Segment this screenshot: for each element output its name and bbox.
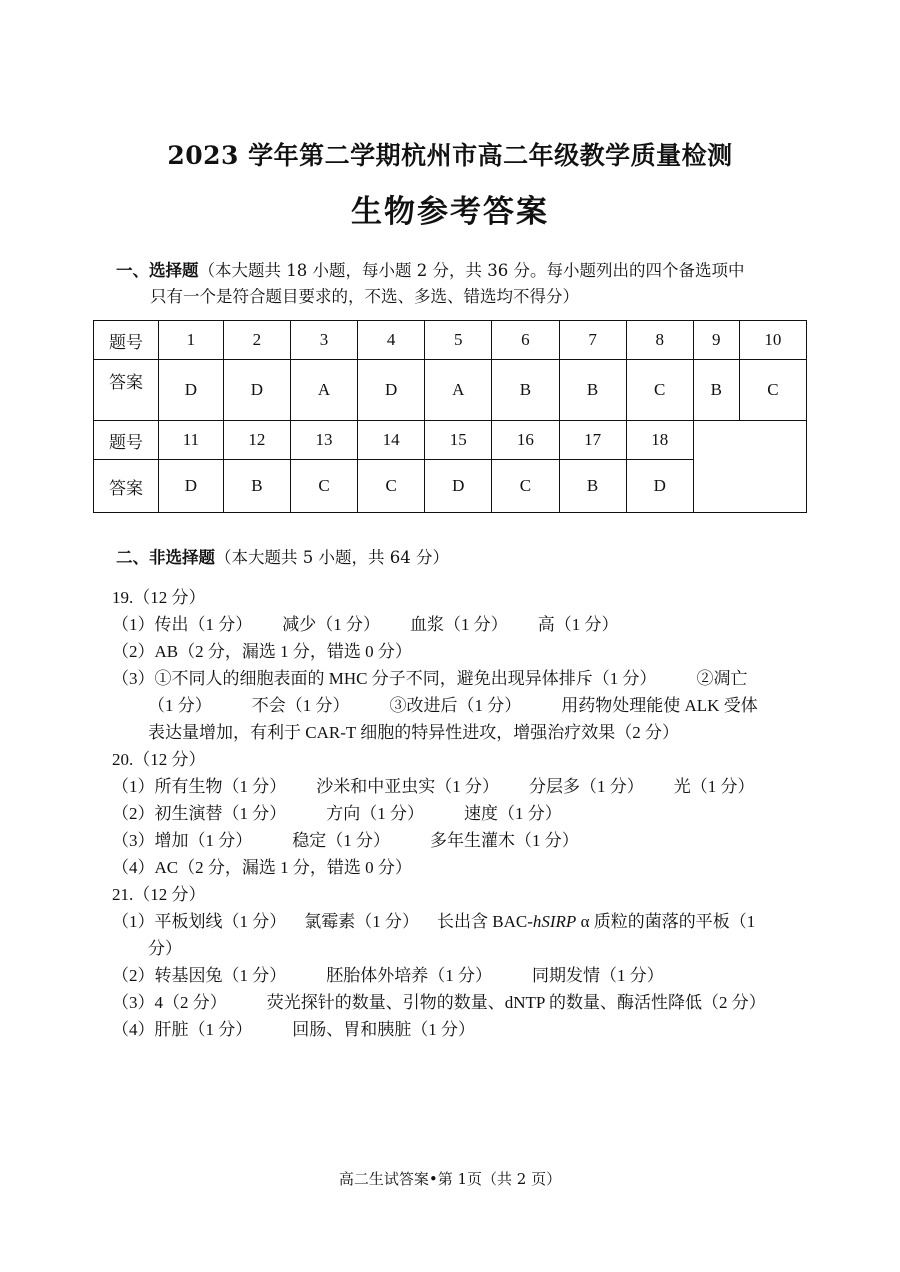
answer-text: （1 分） xyxy=(148,696,212,715)
answer-text: 光（1 分） xyxy=(673,777,755,796)
q20-part2 xyxy=(112,800,802,827)
answer-cell: A xyxy=(290,360,357,421)
q19-part2: （2）AB（2 分，漏选 1 分，错选 0 分） xyxy=(112,642,412,661)
q19-title: 19.（12 分） xyxy=(112,588,206,607)
q20-part4: （4）AC（2 分，漏选 1 分，错选 0 分） xyxy=(112,858,412,877)
question-number-cell: 15 xyxy=(425,421,492,460)
answer-text: 方向（1 分） xyxy=(326,804,424,823)
q19-part3-line3: 表达量增加，有利于 CAR-T 细胞的特异性进攻，增强治疗效果（2 分） xyxy=(148,723,679,742)
q19-part3-line1 xyxy=(112,665,802,692)
answer-cell: B xyxy=(693,360,739,421)
answer-cell: D xyxy=(223,360,290,421)
answer-text: （3）4（2 分） xyxy=(112,993,227,1012)
answer-cell: C xyxy=(492,460,559,513)
answer-text: （2）转基因兔（1 分） xyxy=(112,966,287,985)
answer-text: （4）肝脏（1 分） xyxy=(112,1020,253,1039)
question-number-cell: 4 xyxy=(358,321,425,360)
answer-text: 减少（1 分） xyxy=(282,615,380,634)
label-question-number: 题号 xyxy=(94,321,159,360)
question-number-cell: 14 xyxy=(358,421,425,460)
answer-cell: B xyxy=(223,460,290,513)
table-row-numbers-2 xyxy=(94,421,807,460)
question-number-cell: 6 xyxy=(492,321,559,360)
answer-cell: D xyxy=(159,360,224,421)
question-number-cell: 8 xyxy=(626,321,693,360)
answer-text: 不会（1 分） xyxy=(251,696,350,715)
section1-heading: 一、选择题 xyxy=(116,261,199,280)
answer-text: （2）初生演替（1 分） xyxy=(112,804,287,823)
q19-part1 xyxy=(112,611,802,638)
answer-text: 长出含 BAC- xyxy=(437,912,533,931)
answer-cell: D xyxy=(626,460,693,513)
q20-part1 xyxy=(112,773,802,800)
answer-text: ③改进后（1 分） xyxy=(389,696,522,715)
answer-cell: B xyxy=(492,360,559,421)
section1-desc-line1: （本大题共 18 小题，每小题 2 分，共 36 分。每小题列出的四个备选项中 xyxy=(198,261,745,280)
q19-part3-line2 xyxy=(112,692,802,719)
answer-text: 同期发情（1 分） xyxy=(532,966,664,985)
answer-text: 高（1 分） xyxy=(537,615,619,634)
answer-text: 氯霉素（1 分） xyxy=(304,912,419,931)
answer-cell: C xyxy=(290,460,357,513)
question-number-cell: 2 xyxy=(223,321,290,360)
answer-text: ②凋亡 xyxy=(696,669,748,688)
label-answer: 答案 xyxy=(94,460,159,513)
answer-text: （3）增加（1 分） xyxy=(112,831,253,850)
answer-cell: C xyxy=(739,360,806,421)
label-question-number: 题号 xyxy=(94,421,159,460)
question-number-cell: 10 xyxy=(739,321,806,360)
question-number-cell: 3 xyxy=(290,321,357,360)
q20-part3 xyxy=(112,827,802,854)
answer-cell: B xyxy=(559,460,626,513)
question-number-cell: 13 xyxy=(290,421,357,460)
answer-text: 沙米和中亚虫实（1 分） xyxy=(316,777,499,796)
answer-cell: B xyxy=(559,360,626,421)
question-number-cell: 11 xyxy=(159,421,224,460)
section2-heading: 二、非选择题 xyxy=(116,548,215,567)
answer-text: 血浆（1 分） xyxy=(410,615,508,634)
q21-part1-line1 xyxy=(112,908,802,935)
page-title: 2023 学年第二学期杭州市高二年级教学质量检测 xyxy=(167,141,733,170)
table-row-answers-1 xyxy=(94,360,807,421)
question-number-cell: 5 xyxy=(425,321,492,360)
answer-text: 分层多（1 分） xyxy=(529,777,644,796)
q21-part2 xyxy=(112,962,802,989)
section1-desc-line2: 只有一个是符合题目要求的，不选、多选、错选均不得分） xyxy=(150,287,579,306)
answer-text: （1）所有生物（1 分） xyxy=(112,777,287,796)
question-number-cell: 12 xyxy=(223,421,290,460)
answer-cell: C xyxy=(358,460,425,513)
answer-text: 回肠、胃和胰脏（1 分） xyxy=(292,1020,475,1039)
answer-text: （1）平板划线（1 分） xyxy=(112,912,287,931)
gene-name: hSIRP xyxy=(532,912,577,931)
question-number-cell: 7 xyxy=(559,321,626,360)
answer-text: 荧光探针的数量、引物的数量、dNTP 的数量、酶活性降低（2 分） xyxy=(266,993,766,1012)
section1-intro xyxy=(116,258,796,310)
answer-text: 胚胎体外培养（1 分） xyxy=(326,966,492,985)
free-response-answers xyxy=(112,584,802,1043)
q20-title: 20.（12 分） xyxy=(112,750,206,769)
question-number-cell: 18 xyxy=(626,421,693,460)
answer-text: 稳定（1 分） xyxy=(292,831,390,850)
page-subtitle: 生物参考答案 xyxy=(351,194,549,230)
question-number-cell: 1 xyxy=(159,321,224,360)
label-answer: 答案 xyxy=(94,360,159,421)
answer-cell: C xyxy=(626,360,693,421)
answer-text: （1）传出（1 分） xyxy=(112,615,253,634)
answer-cell: D xyxy=(425,460,492,513)
q21-part4 xyxy=(112,1016,802,1043)
answer-text: （3）①不同人的细胞表面的 MHC 分子不同，避免出现异体排斥（1 分） xyxy=(112,669,657,688)
answer-text: 速度（1 分） xyxy=(464,804,562,823)
answer-text: 多年生灌木（1 分） xyxy=(430,831,579,850)
table-row-numbers-1 xyxy=(94,321,807,360)
answer-cell: D xyxy=(358,360,425,421)
section2-desc: （本大题共 5 小题，共 64 分） xyxy=(215,548,449,567)
q21-part1-line2: 分） xyxy=(148,939,182,958)
question-number-cell: 16 xyxy=(492,421,559,460)
q21-title: 21.（12 分） xyxy=(112,885,206,904)
question-number-cell: 17 xyxy=(559,421,626,460)
empty-merged-cell xyxy=(693,421,806,513)
answer-text: α 质粒的菌落的平板（1 xyxy=(576,912,756,931)
answer-cell: A xyxy=(425,360,492,421)
section2-intro xyxy=(116,544,449,568)
answer-cell: D xyxy=(159,460,224,513)
q21-part3 xyxy=(112,989,802,1016)
multiple-choice-answer-table xyxy=(93,320,807,513)
page-footer: 高二生试答案•第 1页（共 2 页） xyxy=(338,1170,562,1188)
answer-text: 用药物处理能使 ALK 受体 xyxy=(561,696,758,715)
question-number-cell: 9 xyxy=(693,321,739,360)
